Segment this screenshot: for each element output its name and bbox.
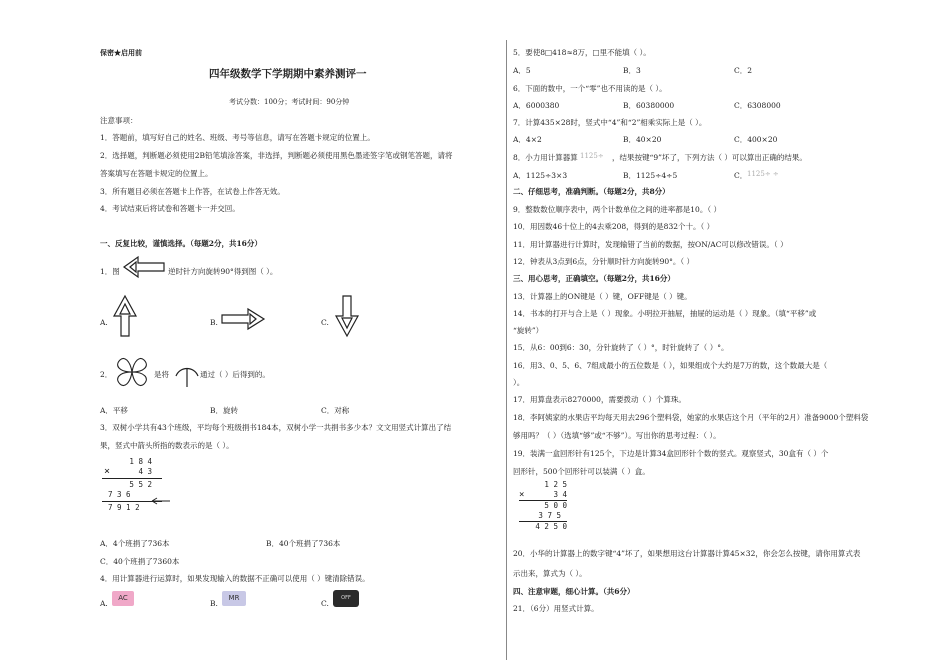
q8-option-a[interactable]: A．1125÷3×3 [513, 171, 568, 180]
q7-text: 7．计算435×28时，竖式中“4”和“2”相乘实际上是（ ）。 [513, 118, 707, 127]
q3-calc-row: 1 8 4 [129, 457, 152, 466]
q8-text-start: 8．小力用计算器算 [513, 153, 578, 162]
q1-option-b-arrow [220, 306, 266, 332]
q9-text: 9．整数数位顺序表中，两个计数单位之间的进率都是10。（ ） [513, 205, 721, 214]
q2-arch-figure [174, 364, 200, 388]
note-2-cont: 答案填写在答题卡规定的位置上。 [100, 169, 213, 178]
q20-text: 20．小华的计算器上的数字键“4”坏了，如果想用这台计算器计算45×32，你会怎么按键，请你用算式表 [513, 549, 861, 558]
q14-text: 14．书本的打开与合上是（ ）现象。小明拉开抽屉，抽屉的运动是（ ）现象。（填“平移”或 [513, 309, 817, 318]
q8-option-b[interactable]: B．1125÷4÷5 [623, 171, 678, 180]
mr-key-image: MR [222, 591, 246, 606]
q7-option-c[interactable]: C．400×20 [734, 135, 778, 144]
q2-option-a[interactable]: A．平移 [100, 406, 128, 415]
q4-option-c[interactable]: C. [321, 599, 329, 608]
q2-text-end: 通过（ ）后得到的。 [200, 370, 270, 379]
q1-option-c[interactable]: C. [321, 318, 329, 327]
calc-line [102, 478, 162, 479]
q2-option-c[interactable]: C．对称 [321, 406, 350, 415]
q10-text: 10．用因数46十位上的4去乘208，得到的是832个十。（ ） [513, 222, 715, 231]
notes-heading: 注意事项： [100, 116, 138, 125]
q16-text-cont: ）。 [513, 378, 525, 387]
q1-option-b[interactable]: B. [210, 318, 218, 327]
section-1-heading: 一、反复比较，谨慎选择。（每题2分，共16分） [100, 239, 262, 248]
q19-text-cont: 回形针，500个回形针可以装满（ ）盒。 [513, 467, 650, 476]
off-key-image: OFF [333, 590, 359, 607]
q8-option-c[interactable]: C． [734, 171, 748, 180]
q19-text: 19．装满一盒回形针有125个，下边是计算34盒回形针个数的竖式。观察竖式，30盒有（ ）个 [513, 449, 829, 458]
q8-text-end: ，结果按键“9”坏了，下列方法（ ）可以算出正确的结果。 [612, 153, 807, 162]
q2-text-start: 2． [100, 370, 113, 379]
q2-clover-figure [110, 352, 154, 392]
q4-option-a[interactable]: A. [100, 599, 108, 608]
q6-option-c[interactable]: C．6308000 [734, 101, 781, 110]
note-3: 3．所有题目必须在答题卡上作答，在试卷上作答无效。 [100, 187, 285, 196]
q4-text: 4．用计算器进行运算时，如果发现输入的数据不正确可以使用（ ）键清除错误。 [100, 574, 370, 583]
q1-text-end: 逆时针方向旋转90°得到图（ ）。 [168, 267, 278, 276]
q19-calc-multiplier: 3 4 [553, 490, 567, 499]
note-1: 1．答题前，填写好自己的姓名、班级、考号等信息，请写在答题卡规定的位置上。 [100, 133, 375, 142]
ac-key-image: AC [112, 591, 134, 606]
exam-info: 考试分数：100分；考试时间：90分钟 [229, 98, 350, 106]
note-2: 2．选择题，判断题必须使用2B铅笔填涂答案，非选择，判断题必须使用黑色墨迹签字笔或钢笔答题，请将 [100, 151, 453, 160]
q21-text: 21．（6分）用竖式计算。 [513, 604, 599, 613]
column-divider [506, 40, 507, 660]
section-4-heading: 四、注意审题，细心计算。（共6分） [513, 587, 635, 596]
q14-text-cont: “旋转”） [513, 326, 544, 335]
q3-text-cont: 果，竖式中箭头所指的数表示的是（ ）。 [100, 441, 234, 450]
q6-option-b[interactable]: B．60380000 [623, 101, 675, 110]
q3-option-c[interactable]: C．40个班捐了7360本 [100, 557, 180, 566]
q3-calc-row: 7 9 1 2 [108, 503, 140, 512]
q19-calc-row: 4 2 5 0 [535, 522, 567, 531]
q5-option-b[interactable]: B．3 [623, 66, 641, 75]
times-sign: × [104, 466, 111, 477]
q6-option-a[interactable]: A．6000380 [513, 101, 560, 110]
q7-option-b[interactable]: B．40×20 [623, 135, 662, 144]
section-2-heading: 二、仔细思考，准确判断。（每题2分，共8分） [513, 187, 670, 196]
q8-calculator-display: 1125÷ [580, 152, 604, 160]
q11-text: 11．用计算器进行计算时，发现输错了当前的数据，按ON/AC可以修改错误。（ ） [513, 240, 788, 249]
q5-option-a[interactable]: A．5 [513, 66, 531, 75]
q18-text: 18．李阿姨家的水果店平均每天用去296个塑料袋，她家的水果店这个月（平年的2月）准备9000个塑料袋 [513, 413, 869, 422]
q1-arrow-figure [122, 254, 168, 282]
q15-text: 15．从6：00到6：30，分针旋转了（ ）°，时针旋转了（ ）°。 [513, 343, 729, 352]
q1-option-a-arrow [112, 294, 138, 338]
q1-text-start: 1．图 [100, 267, 120, 276]
q19-vertical-calc [519, 480, 567, 532]
q2-option-b[interactable]: B．旋转 [210, 406, 239, 415]
page-title: 四年级数学下学期期中素养测评一 [209, 68, 367, 80]
q20-text-cont: 示出来，算式为（ ）。 [513, 569, 587, 578]
q5-option-c[interactable]: C．2 [734, 66, 753, 75]
q1-option-c-arrow [334, 294, 360, 338]
q13-text: 13．计算器上的ON键是（ ）键，OFF键是（ ）键。 [513, 292, 692, 301]
pointer-arrow-icon [150, 497, 172, 505]
section-3-heading: 三、用心思考，正确填空。（每题2分，共16分） [513, 274, 675, 283]
q2-text-mid: 是将 [154, 370, 169, 379]
q17-text: 17．用算盘表示8270000，需要拨动（ ）个算珠。 [513, 395, 686, 404]
q6-text: 6．下面的数中，一个“零”也不用读的是（ ）。 [513, 84, 667, 93]
q19-calc-row: 3 7 5 [538, 511, 561, 520]
q3-calc-row: 5 5 2 [129, 480, 152, 489]
q3-option-b[interactable]: B．40个班捐了736本 [266, 539, 341, 548]
q7-option-a[interactable]: A．4×2 [513, 135, 542, 144]
q3-calc-multiplier: 4 3 [138, 467, 152, 476]
q3-calc-row: 7 3 6 [108, 490, 131, 499]
q3-option-a[interactable]: A．4个班捐了736本 [100, 539, 170, 548]
q18-text-cont: 够用吗？（ ）（选填“够”或“不够”）。写出你的思考过程：（ ）。 [513, 431, 721, 440]
q3-calc-row [102, 467, 162, 477]
q3-text: 3．双树小学共有43个班级，平均每个班级捐书184本，双树小学一共捐书多少本？文文用竖式计算出了结 [100, 423, 452, 432]
q12-text: 12．钟表从3点到6点，分针顺时针方向旋转90°。（ ） [513, 257, 695, 266]
q8-option-c-display: 1125÷ ÷ [747, 170, 779, 178]
q19-calc-row: 5 0 0 [544, 501, 567, 510]
q19-calc-row: 1 2 5 [544, 480, 567, 489]
confidential-label: 保密★启用前 [100, 48, 142, 57]
note-4: 4．考试结束后将试卷和答题卡一并交回。 [100, 204, 240, 213]
q5-text: 5．要使8□418≈8万，□里不能填（ ）。 [513, 48, 651, 57]
q1-option-a[interactable]: A. [100, 318, 108, 327]
q4-option-b[interactable]: B. [210, 599, 218, 608]
q16-text: 16．用3、0、5、6、7组成最小的五位数是（ ），如果组成个大约是7万的数，这个数最大是（ [513, 361, 828, 370]
times-sign: × [519, 490, 525, 500]
q19-calc-row [519, 490, 567, 500]
